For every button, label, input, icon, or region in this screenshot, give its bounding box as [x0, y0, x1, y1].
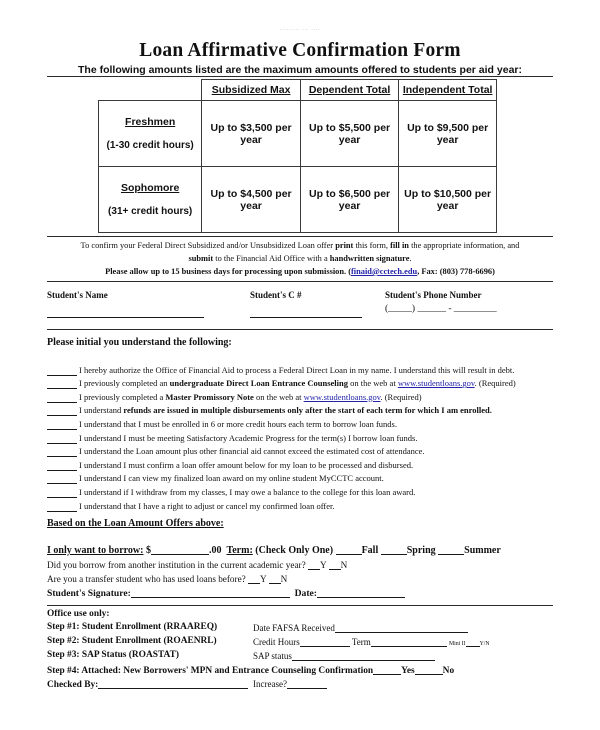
list-item: I understand refunds are issued in multiple disbursements only after the start of each term for which I am enrolled.: [47, 403, 553, 417]
page-subtitle: The following amounts listed are the maximum amounts offered to students per aid year:: [78, 64, 522, 76]
list-item: I understand that I must be enrolled in 6 or more credit hours each term to borrow loan funds.: [47, 416, 553, 430]
notice-line-2: submit to the Financial Aid Office with a handwritten signature.: [188, 254, 412, 263]
borrow-heading: Based on the Loan Amount Offers above:: [47, 518, 224, 529]
checkbox-q2-no[interactable]: [269, 573, 281, 584]
cell-sophomore-dependent: Up to $6,500 per year: [300, 167, 398, 233]
initial-line[interactable]: [47, 419, 77, 430]
notice-line-3: Please allow up to 15 business days for processing upon submission. (finaid@cctech.edu, Fax: (803) 778-6696): [105, 267, 495, 276]
office-step1-field: Date FAFSA Received: [253, 622, 468, 633]
office-step2-field: Credit Hours Term Mini II Y/N: [253, 637, 490, 647]
input-credit-hours[interactable]: [300, 636, 350, 647]
input-date-fafsa-received[interactable]: [335, 622, 468, 633]
initials-heading: Please initial you understand the following:: [47, 337, 232, 348]
email-link[interactable]: finaid@cctech.edu: [351, 267, 418, 276]
label-want-to-borrow: I only want to borrow:: [47, 545, 144, 556]
row-category-sophomore: Sophomore (31+ credit hours): [99, 167, 202, 233]
checkbox-step4-no[interactable]: [415, 664, 443, 675]
header-cell-empty: [99, 80, 202, 101]
office-increase-field: Increase?: [253, 678, 327, 689]
initial-line[interactable]: [47, 446, 77, 457]
list-item: I understand I can view my finalized loan award on my online student MyCCTC account.: [47, 471, 553, 485]
divider-below-notice: [47, 281, 553, 282]
input-checked-by[interactable]: [98, 678, 248, 689]
studentloans-link[interactable]: www.studentloans.gov: [397, 378, 475, 389]
list-item: I previously completed an undergraduate Direct Loan Entrance Counseling on the web at www.studentloans.gov. (Required): [47, 376, 553, 390]
header-cell-subsidized: Subsidized Max: [202, 80, 301, 101]
initial-line[interactable]: [47, 487, 77, 498]
checkbox-q1-no[interactable]: [329, 559, 341, 570]
label-student-phone: Student's Phone Number: [385, 290, 482, 300]
office-checked-by: Checked By:: [47, 678, 553, 690]
header-cell-dependent: Dependent Total: [300, 80, 398, 101]
input-borrow-amount[interactable]: [151, 543, 209, 555]
faint-scan-header: ......... ... ....: [279, 24, 321, 32]
initials-list: [47, 362, 553, 512]
list-item: I understand if I withdraw from my classes, I may owe a balance to the college for this loan award.: [47, 484, 553, 498]
input-increase[interactable]: [287, 678, 327, 689]
label-term: Term:: [226, 545, 253, 556]
list-item: I understand I must confirm a loan offer amount below for my loan to be processed and disbursed.: [47, 457, 553, 471]
input-sap-status[interactable]: [292, 650, 435, 661]
divider-above-office: [47, 605, 553, 606]
initial-line[interactable]: [47, 378, 77, 389]
table-row: [99, 167, 497, 233]
input-signature[interactable]: [131, 586, 290, 598]
borrow-amount-row: I only want to borrow: $ .00 Term: (Check Only One) Fall Spring Summer: [47, 545, 501, 556]
page-title: Loan Affirmative Confirmation Form: [139, 40, 461, 61]
office-step-3: Step #3: SAP Status (ROASTAT): [47, 650, 179, 660]
input-mini-two[interactable]: [466, 636, 480, 647]
list-item: I understand that I have a right to adjust or cancel my confirmed loan offer.: [47, 498, 553, 512]
divider-top: [47, 76, 553, 77]
office-step-2: Step #2: Student Enrollment (ROAENRL): [47, 636, 217, 646]
cell-freshmen-subsidized: Up to $3,500 per year: [202, 101, 301, 167]
cell-sophomore-independent: Up to $10,500 per year: [399, 167, 497, 233]
signature-row: Student's Signature: Date:: [47, 586, 405, 599]
input-date[interactable]: [317, 586, 405, 598]
table-header-row: [99, 80, 497, 101]
initial-line[interactable]: [47, 460, 77, 471]
cell-sophomore-subsidized: Up to $4,500 per year: [202, 167, 301, 233]
table-row: [99, 101, 497, 167]
cell-freshmen-independent: Up to $9,500 per year: [399, 101, 497, 167]
office-use-heading: Office use only:: [47, 609, 110, 619]
label-student-name: Student's Name: [47, 290, 108, 300]
list-item: I understand the Loan amount plus other financial aid cannot exceed the estimated cost of attendance.: [47, 444, 553, 458]
header-cell-independent: Independent Total: [399, 80, 497, 101]
input-student-name[interactable]: [47, 306, 204, 318]
checkbox-spring[interactable]: [381, 543, 407, 555]
checkbox-step4-yes[interactable]: [373, 664, 401, 675]
initial-line[interactable]: [47, 392, 77, 403]
input-student-phone[interactable]: (_____) ______ - _________: [385, 304, 497, 314]
office-step-1: Step #1: Student Enrollment (RRAAREQ): [47, 622, 218, 632]
notice-line-1: To confirm your Federal Direct Subsidized and/or Unsubsidized Loan offer print this form, fill in the appropriate information, and: [80, 241, 520, 250]
divider-above-notice: [47, 236, 553, 237]
student-info-fields: [47, 290, 553, 326]
question-borrow-other-institution: Did you borrow from another institution in the current academic year? Y N: [47, 560, 348, 570]
divider-above-initials: [47, 329, 553, 330]
input-term[interactable]: [371, 636, 447, 647]
cell-freshmen-dependent: Up to $5,500 per year: [300, 101, 398, 167]
studentloans-link[interactable]: www.studentloans.gov: [303, 391, 381, 402]
checkbox-summer[interactable]: [438, 543, 464, 555]
office-step3-field: SAP status: [253, 650, 435, 661]
initial-line[interactable]: [47, 473, 77, 484]
question-transfer-student: Are you a transfer student who has used loans before? Y N: [47, 574, 288, 584]
checkbox-q2-yes[interactable]: [248, 573, 260, 584]
label-student-cnum: Student's C #: [250, 290, 302, 300]
list-item: I hereby authorize the Office of Financial Aid to process a Federal Direct Loan in my name. I understand this will result in debt.: [47, 362, 553, 376]
loan-amounts-table: [98, 79, 497, 233]
list-item: I understand I must be meeting Satisfactory Academic Progress for the term(s) I borrow loan funds.: [47, 430, 553, 444]
initial-line[interactable]: [47, 365, 77, 376]
office-step-4: Step #4: Attached: New Borrowers' MPN and Entrance Counseling Confirmation Yes No: [47, 666, 455, 676]
list-item: I previously completed a Master Promissory Note on the web at www.studentloans.gov. (Required): [47, 389, 553, 403]
initial-line[interactable]: [47, 501, 77, 512]
initial-line[interactable]: [47, 433, 77, 444]
input-student-cnum[interactable]: [250, 306, 362, 318]
checkbox-fall[interactable]: [336, 543, 362, 555]
row-category-freshmen: Freshmen (1-30 credit hours): [99, 101, 202, 167]
initial-line[interactable]: [47, 405, 77, 416]
checkbox-q1-yes[interactable]: [308, 559, 320, 570]
